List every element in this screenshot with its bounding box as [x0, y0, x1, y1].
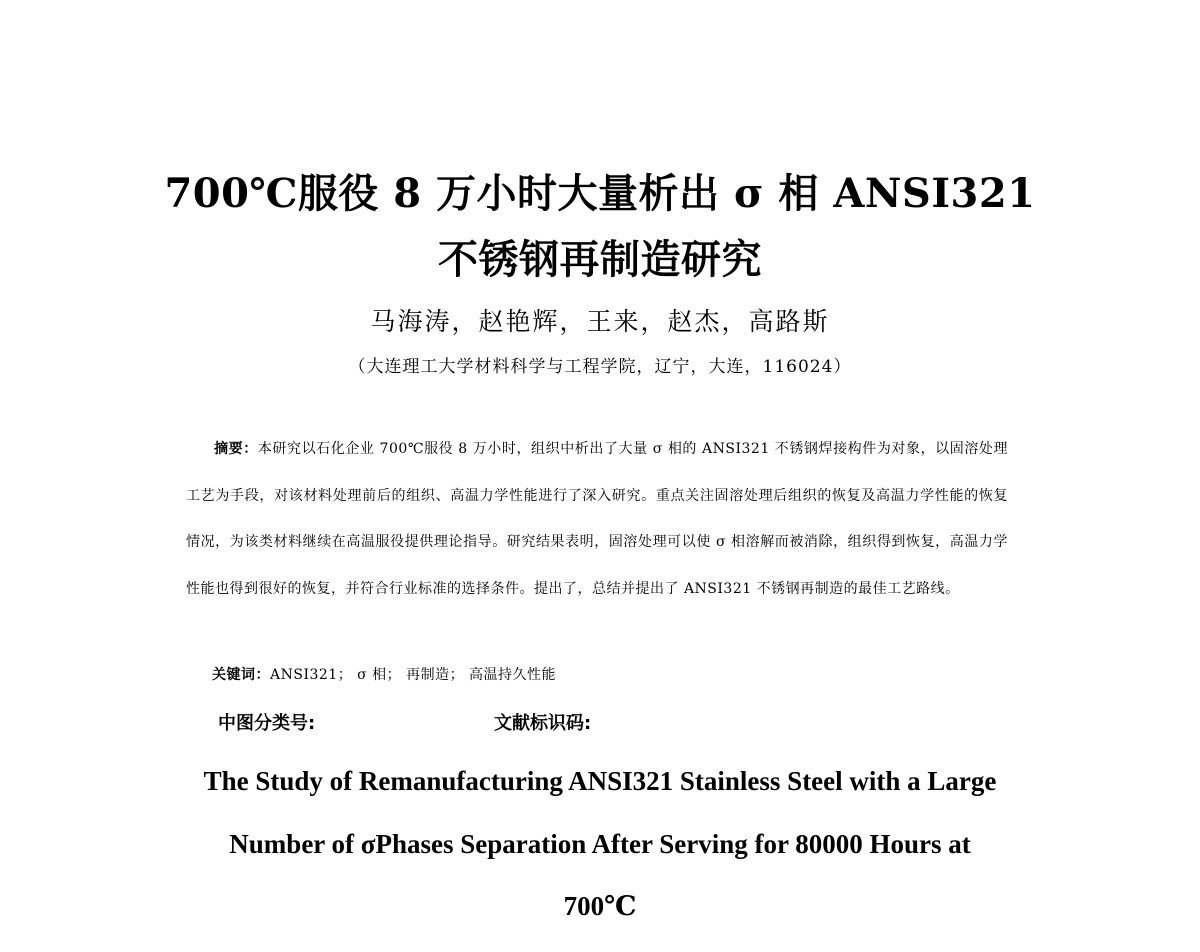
abstract-text: 本研究以石化企业 700℃服役 8 万小时，组织中析出了大量 σ 相的 ANSI321 不锈钢焊接构件为对象，以固溶处理工艺为手段，对该材料处理前后的组织、高温力学性能进行了深入研究。重点关注固溶处理后组织的恢复及高温力学性能的恢复情况，为该类材料继续在高温服役提供理论指导。研究结果表明，固溶处理可以使 σ 相溶解而被消除，组织得到恢复，高温力学性能也得到很好的恢复，并符合行业标准的选择条件。提出了，总结并提出了 ANSI321 不锈钢再制造的最佳工艺路线。 — [186, 441, 1009, 597]
keywords — [212, 662, 556, 688]
english-title-line-1: The Study of Remanufacturing ANSI321 Stainless Steel with a Large — [203, 766, 997, 796]
document-code-label: 文献标识码: — [494, 713, 592, 734]
classification-number-label: 中图分类号: — [218, 713, 316, 734]
english-title-line-2: Number of σPhases Separation After Serving for 80000 Hours at — [229, 829, 971, 859]
abstract — [186, 426, 1008, 612]
english-title-line-3: 700℃ — [563, 891, 637, 921]
keywords-text: ANSI321； σ 相； 再制造； 高温持久性能 — [270, 667, 557, 683]
author-list: 马海涛，赵艳辉，王来，赵杰，高路斯 — [370, 307, 830, 336]
keywords-label: 关键词： — [212, 667, 270, 683]
chinese-title-line-1: 700℃服役 8 万小时大量析出 σ 相 ANSI321 — [164, 170, 1036, 217]
chinese-title-line-2: 不锈钢再制造研究 — [438, 236, 762, 283]
abstract-label: 摘要： — [214, 441, 258, 457]
affiliation: （大连理工大学材料科学与工程学院，辽宁，大连，116024） — [348, 357, 852, 377]
